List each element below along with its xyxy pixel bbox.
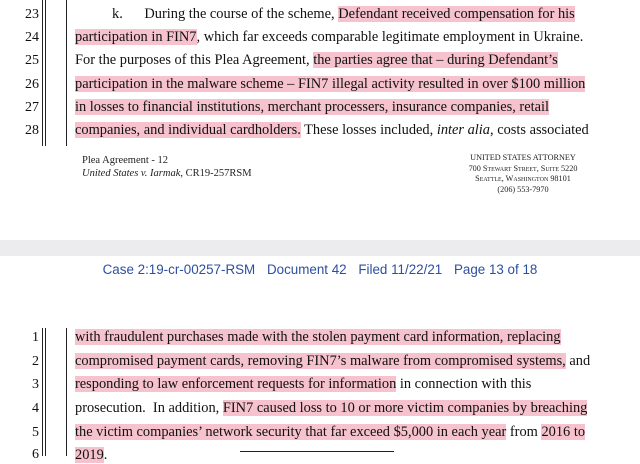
line-number: 3	[32, 377, 39, 392]
text-line	[75, 28, 583, 46]
signature-rule	[240, 451, 394, 452]
highlighted-text: the parties agree that – during Defendant’s	[313, 52, 558, 68]
line-number: 2	[32, 354, 39, 369]
margin-rule-inner	[45, 0, 46, 146]
line-number: 6	[32, 447, 39, 462]
highlighted-text: 2019	[75, 447, 104, 463]
highlighted-text: Defendant received compensation for his	[338, 6, 575, 22]
line-number: 25	[25, 53, 39, 68]
line-number: 4	[32, 401, 39, 416]
highlighted-text: responding to law enforcement requests for information	[75, 376, 397, 392]
text-line	[75, 98, 549, 116]
text-line	[75, 446, 107, 464]
highlighted-text: 2016 to	[541, 424, 586, 440]
highlighted-text: FIN7 caused loss to 10 or more victim companies by breaching	[222, 400, 588, 416]
text-segment: , which far exceeds comparable legitimate employment in Ukraine.	[196, 29, 584, 45]
highlighted-text: the victim companies’ network security that far exceed $5,000 in each year	[75, 424, 507, 440]
footer-case-caption: United States v. Iarmak, CR19-257RSM	[82, 168, 252, 179]
filed-date: Filed 11/22/21	[358, 262, 443, 277]
footer-title: Plea Agreement - 12	[82, 155, 169, 166]
text-line	[75, 121, 589, 139]
text-line	[75, 423, 585, 441]
text-line	[75, 51, 558, 69]
highlighted-text: with fraudulent purchases made with the stolen payment card information, replacing	[75, 329, 561, 345]
text-line	[75, 352, 590, 370]
margin-rule-right	[66, 328, 67, 456]
text-line	[75, 328, 561, 346]
highlighted-text: participation in the malware scheme – FIN7 illegal activity resulted in over $100 million	[75, 76, 586, 92]
line-number: 26	[25, 77, 39, 92]
office-city: Seattle, Washington 98101	[475, 174, 571, 183]
text-segment: from	[506, 424, 542, 440]
highlighted-text: companies, and individual cardholders.	[75, 122, 301, 138]
highlighted-text: compromised payment cards, removing FIN7’s malware from compromised systems,	[75, 353, 566, 369]
highlighted-text: in losses to financial institutions, merchant processers, insurance companies, retail	[75, 99, 549, 115]
line-number: 5	[32, 425, 39, 440]
italic-text: inter alia	[436, 122, 490, 138]
text-line	[75, 75, 585, 93]
text-segment: k. During the course of the scheme,	[112, 6, 339, 22]
margin-rule-outer	[42, 0, 43, 146]
page-count: Page 13 of 18	[453, 262, 538, 277]
text-line	[75, 399, 587, 417]
document-number: Document 42	[266, 262, 347, 277]
page-separator	[0, 240, 640, 256]
margin-rule-outer	[42, 328, 43, 456]
margin-rule-right	[66, 0, 67, 146]
line-number: 24	[25, 30, 39, 45]
ecf-header-stamp	[0, 262, 640, 278]
text-line	[112, 5, 575, 23]
text-segment: in connection with this	[396, 376, 532, 392]
footer-right	[452, 153, 594, 195]
text-segment: and	[565, 353, 591, 369]
margin-rule-inner	[45, 328, 46, 456]
case-number: Case 2:19-cr-00257-RSM	[102, 262, 256, 277]
office-phone: (206) 553-7970	[497, 184, 549, 194]
highlighted-text: participation in FIN7	[75, 29, 197, 45]
text-segment: , costs associated	[490, 122, 589, 138]
line-number: 23	[25, 7, 39, 22]
office-street: 700 Stewart Street, Suite 5220	[468, 163, 578, 173]
line-number: 1	[32, 330, 39, 345]
text-segment: .	[103, 447, 108, 463]
text-segment: These losses included,	[300, 122, 437, 138]
line-number: 27	[25, 100, 39, 115]
text-segment: For the purposes of this Plea Agreement,	[75, 52, 314, 68]
text-segment: prosecution. In addition,	[75, 400, 223, 416]
office-name: UNITED STATES ATTORNEY	[470, 153, 576, 162]
line-number: 28	[25, 123, 39, 138]
footer-left	[82, 154, 252, 180]
text-line	[75, 375, 531, 393]
